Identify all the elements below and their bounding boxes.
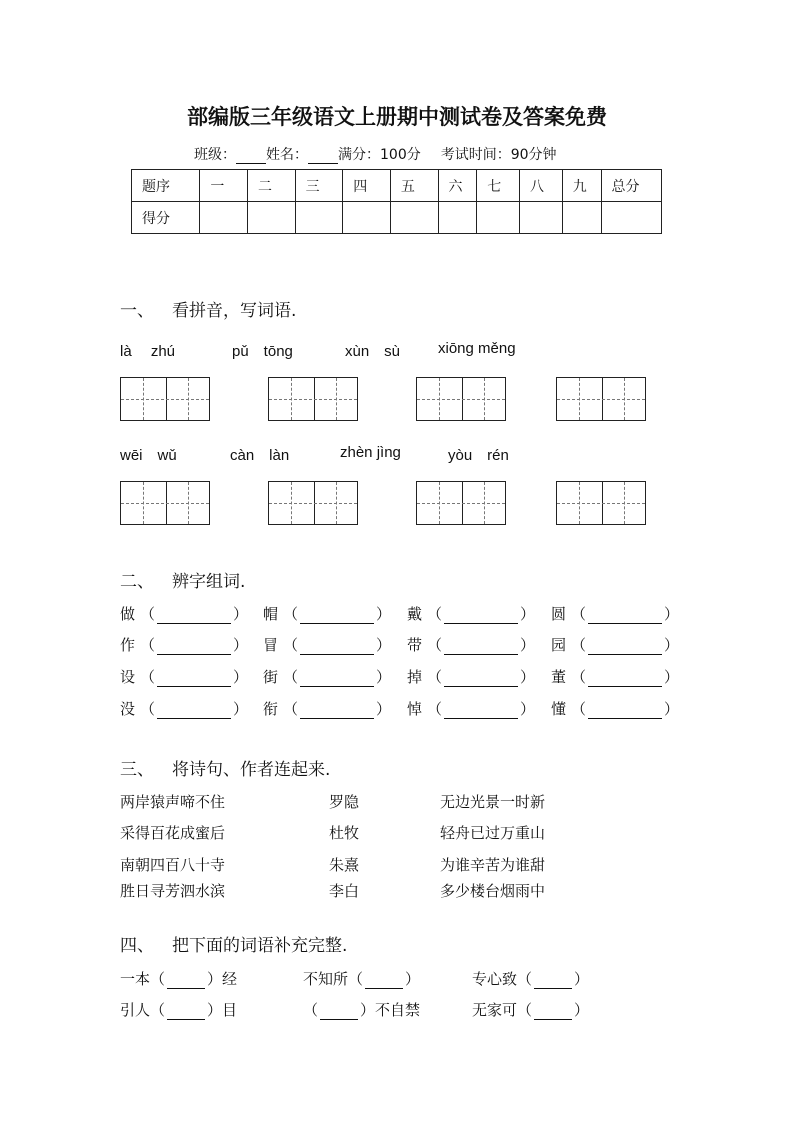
- pinyin: yòu rén: [448, 447, 509, 464]
- answer-blank[interactable]: [588, 704, 662, 719]
- word-group-item: [120, 634, 248, 655]
- score-cell[interactable]: [477, 202, 520, 234]
- score-cell[interactable]: [520, 202, 563, 234]
- answer-blank[interactable]: [444, 704, 518, 719]
- close-paren: ）: [520, 668, 536, 686]
- word-group-item: [407, 634, 535, 655]
- character: 冒: [263, 636, 279, 654]
- section-number: 四、: [120, 936, 154, 956]
- writing-grid[interactable]: [120, 377, 210, 421]
- open-paren: （: [283, 668, 299, 686]
- idiom-blank[interactable]: [167, 974, 205, 989]
- close-paren: ）: [520, 700, 536, 718]
- word-group-item: [551, 666, 679, 687]
- idiom-item: [120, 999, 237, 1020]
- section-title: 看拼音，写词语.: [172, 301, 297, 321]
- word-group-item: [120, 666, 248, 687]
- word-group-item: [263, 666, 391, 687]
- close-paren: ）: [664, 700, 680, 718]
- character: 戴: [407, 605, 423, 623]
- close-paren: ）: [233, 605, 249, 623]
- writing-grid[interactable]: [120, 481, 210, 525]
- idiom-blank[interactable]: [534, 1005, 572, 1020]
- open-paren: （: [140, 700, 156, 718]
- header-cell: 九: [562, 170, 601, 202]
- idiom-prefix: （: [303, 1001, 319, 1019]
- idiom-suffix: ）: [574, 1001, 590, 1019]
- idiom-blank[interactable]: [320, 1005, 358, 1020]
- poem-line[interactable]: 多少楼台烟雨中: [440, 882, 546, 900]
- open-paren: （: [140, 636, 156, 654]
- idiom-suffix: ）不自禁: [360, 1001, 421, 1019]
- score-cell[interactable]: [295, 202, 343, 234]
- word-group-item: [407, 698, 535, 719]
- answer-blank[interactable]: [157, 640, 231, 655]
- header-cell: 二: [247, 170, 295, 202]
- author[interactable]: 朱熹: [329, 856, 360, 874]
- exam-time: 考试时间：90分钟: [440, 147, 557, 163]
- word-group-item: [551, 603, 679, 624]
- open-paren: （: [427, 636, 443, 654]
- character: 董: [551, 668, 567, 686]
- character: 园: [551, 636, 567, 654]
- answer-blank[interactable]: [444, 672, 518, 687]
- idiom-item: [472, 968, 589, 989]
- idiom-prefix: 专心致（: [472, 970, 533, 988]
- writing-grid[interactable]: [268, 481, 358, 525]
- author[interactable]: 罗隐: [329, 793, 360, 811]
- section2-heading: [120, 567, 245, 592]
- class-label: 班级：: [194, 147, 236, 163]
- close-paren: ）: [520, 636, 536, 654]
- close-paren: ）: [233, 668, 249, 686]
- class-blank[interactable]: [236, 149, 266, 164]
- open-paren: （: [427, 605, 443, 623]
- score-cell[interactable]: [343, 202, 391, 234]
- header-cell: 总分: [601, 170, 661, 202]
- word-group-item: [407, 666, 535, 687]
- poem-line[interactable]: 无边光景一时新: [440, 793, 546, 811]
- open-paren: （: [571, 700, 587, 718]
- character: 衔: [263, 700, 279, 718]
- row-label: 得分: [132, 202, 200, 234]
- idiom-blank[interactable]: [365, 974, 403, 989]
- character: 没: [120, 700, 136, 718]
- answer-blank[interactable]: [444, 640, 518, 655]
- poem-line[interactable]: 轻舟已过万重山: [440, 824, 546, 842]
- score-cell[interactable]: [601, 202, 661, 234]
- idiom-suffix: ）经: [207, 970, 238, 988]
- section-title: 将诗句、作者连起来.: [172, 760, 331, 780]
- header-cell: 六: [438, 170, 477, 202]
- character: 做: [120, 605, 136, 623]
- character: 悼: [407, 700, 423, 718]
- close-paren: ）: [376, 700, 392, 718]
- score-cell[interactable]: [438, 202, 477, 234]
- header-cell: 七: [477, 170, 520, 202]
- open-paren: （: [571, 605, 587, 623]
- idiom-item: [303, 999, 420, 1020]
- author[interactable]: 李白: [329, 882, 360, 900]
- writing-grid[interactable]: [416, 377, 506, 421]
- character: 带: [407, 636, 423, 654]
- poem-line: 南朝四百八十寺: [120, 856, 226, 874]
- pinyin: wēi wǔ: [120, 447, 177, 464]
- poem-line: 采得百花成蜜后: [120, 824, 226, 842]
- score-table: [131, 169, 662, 234]
- header-cell: 一: [200, 170, 248, 202]
- section-number: 三、: [120, 760, 154, 780]
- close-paren: ）: [233, 700, 249, 718]
- close-paren: ）: [664, 636, 680, 654]
- open-paren: （: [571, 668, 587, 686]
- poem-line: 两岸猿声啼不住: [120, 793, 226, 811]
- word-group-item: [263, 634, 391, 655]
- name-blank[interactable]: [308, 149, 338, 164]
- word-group-item: [263, 698, 391, 719]
- pinyin: xùn sù: [345, 343, 401, 360]
- idiom-suffix: ）: [405, 970, 421, 988]
- answer-blank[interactable]: [588, 609, 662, 624]
- answer-blank[interactable]: [588, 672, 662, 687]
- header-cell: 题序: [132, 170, 200, 202]
- score-cell[interactable]: [200, 202, 248, 234]
- full-score: 满分：100分: [338, 147, 421, 163]
- section-title: 辨字组词.: [172, 572, 246, 592]
- section-number: 二、: [120, 572, 154, 592]
- score-cell[interactable]: [562, 202, 601, 234]
- answer-blank[interactable]: [157, 704, 231, 719]
- poem-line: 胜日寻芳泗水滨: [120, 882, 226, 900]
- name-label: 姓名：: [266, 147, 308, 163]
- pinyin: pǔ tōng: [232, 343, 293, 360]
- score-table-header: [132, 170, 662, 202]
- idiom-suffix: ）: [574, 970, 590, 988]
- idiom-item: [120, 968, 237, 989]
- section4-heading: [120, 931, 347, 956]
- close-paren: ）: [664, 668, 680, 686]
- answer-blank[interactable]: [300, 609, 374, 624]
- open-paren: （: [427, 700, 443, 718]
- writing-grid[interactable]: [556, 377, 646, 421]
- section3-heading: [120, 755, 330, 780]
- idiom-item: [303, 968, 420, 989]
- idiom-blank[interactable]: [167, 1005, 205, 1020]
- writing-grid[interactable]: [556, 481, 646, 525]
- close-paren: ）: [664, 605, 680, 623]
- open-paren: （: [140, 605, 156, 623]
- answer-blank[interactable]: [157, 609, 231, 624]
- writing-grid[interactable]: [268, 377, 358, 421]
- word-group-item: [263, 603, 391, 624]
- idiom-prefix: 一本（: [120, 970, 166, 988]
- close-paren: ）: [520, 605, 536, 623]
- character: 懂: [551, 700, 567, 718]
- answer-blank[interactable]: [300, 672, 374, 687]
- answer-blank[interactable]: [300, 704, 374, 719]
- answer-blank[interactable]: [300, 640, 374, 655]
- section1-heading: [120, 296, 296, 321]
- open-paren: （: [571, 636, 587, 654]
- score-cell[interactable]: [390, 202, 438, 234]
- open-paren: （: [427, 668, 443, 686]
- open-paren: （: [283, 700, 299, 718]
- word-group-item: [407, 603, 535, 624]
- idiom-prefix: 引人（: [120, 1001, 166, 1019]
- header-cell: 八: [520, 170, 563, 202]
- score-cell[interactable]: [247, 202, 295, 234]
- idiom-blank[interactable]: [534, 974, 572, 989]
- header-cell: 三: [295, 170, 343, 202]
- word-group-item: [551, 634, 679, 655]
- character: 街: [263, 668, 279, 686]
- close-paren: ）: [376, 668, 392, 686]
- pinyin: là zhú: [120, 343, 176, 360]
- score-table-row: [132, 202, 662, 234]
- word-group-item: [120, 603, 248, 624]
- character: 掉: [407, 668, 423, 686]
- section-number: 一、: [120, 301, 154, 321]
- answer-blank[interactable]: [444, 609, 518, 624]
- poem-line[interactable]: 为谁辛苦为谁甜: [440, 856, 546, 874]
- close-paren: ）: [376, 636, 392, 654]
- pinyin: càn làn: [230, 447, 290, 464]
- answer-blank[interactable]: [588, 640, 662, 655]
- header-cell: 四: [343, 170, 391, 202]
- character: 帽: [263, 605, 279, 623]
- author[interactable]: 杜牧: [329, 824, 360, 842]
- character: 设: [120, 668, 136, 686]
- idiom-item: [472, 999, 589, 1020]
- open-paren: （: [283, 605, 299, 623]
- exam-info: [194, 144, 557, 164]
- header-cell: 五: [390, 170, 438, 202]
- open-paren: （: [283, 636, 299, 654]
- character: 圆: [551, 605, 567, 623]
- word-group-item: [120, 698, 248, 719]
- word-group-item: [551, 698, 679, 719]
- character: 作: [120, 636, 136, 654]
- page-title: 部编版三年级语文上册期中测试卷及答案免费: [187, 104, 607, 129]
- writing-grid[interactable]: [416, 481, 506, 525]
- idiom-prefix: 无家可（: [472, 1001, 533, 1019]
- section-title: 把下面的词语补充完整.: [172, 936, 348, 956]
- open-paren: （: [140, 668, 156, 686]
- idiom-prefix: 不知所（: [303, 970, 364, 988]
- pinyin: zhèn jìng: [340, 444, 401, 461]
- close-paren: ）: [233, 636, 249, 654]
- answer-blank[interactable]: [157, 672, 231, 687]
- close-paren: ）: [376, 605, 392, 623]
- pinyin: xiōng měng: [438, 340, 516, 357]
- idiom-suffix: ）目: [207, 1001, 238, 1019]
